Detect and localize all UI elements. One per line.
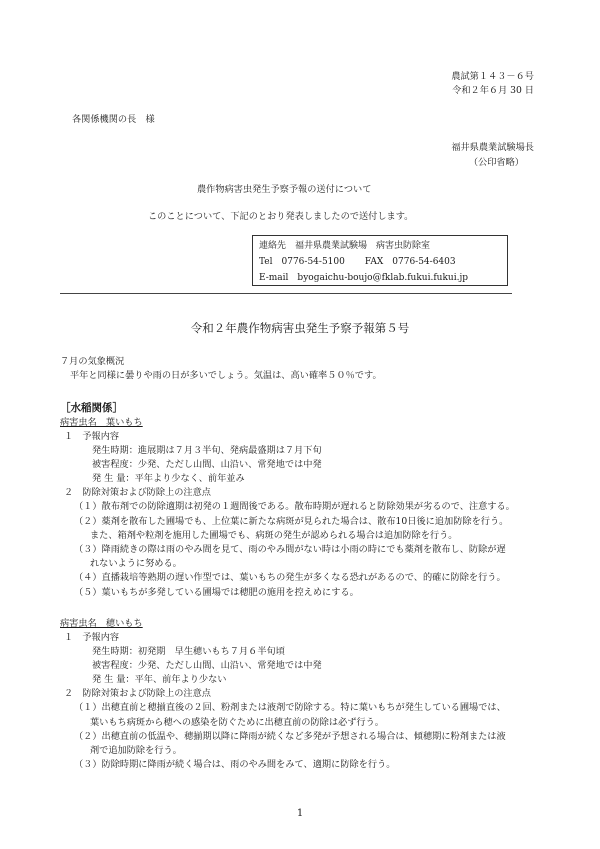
control-line: （２）出穂直前の低温や、穂揃期以降に降雨が続くなど多発が予想される場合は、傾穂期に粉剤または液 <box>74 731 506 742</box>
sender: 福井県農業試験場長 <box>451 142 534 153</box>
pest-name: 病害虫名 葉いもち <box>60 417 143 428</box>
contact-fax: FAX 0776-54-6403 <box>364 257 456 267</box>
page-number: 1 <box>296 808 304 819</box>
control-line: （３）降雨続きの際は雨のやみ間を見て、雨のやみ間がない時は小雨の時にでも薬剤を散布し、防除が遅 <box>74 544 506 555</box>
contact-tel: Tel 0776-54-5100 <box>259 257 345 267</box>
weather-text: 平年と同様に曇りや雨の日が多いでしょう。気温は、高い確率５０％です。 <box>70 370 382 381</box>
forecast-line: 発生時期：進展期は７月３半旬、発病最盛期は７月下旬 <box>92 445 322 456</box>
intro-text: このことについて、下記のとおり発表しましたので送付します。 <box>148 211 414 222</box>
contact-phone-fax <box>259 254 507 270</box>
forecast-line: 被害程度：少発、ただし山間、山沿い、常発地では中発 <box>92 660 322 671</box>
subject: 農作物病害虫発生予察予報の送付について <box>197 184 372 195</box>
forecast-line: 発 生 量：平年、前年より少ない <box>92 674 227 685</box>
forecast-heading: １ 予報内容 <box>64 632 120 643</box>
document-number: 農試第１４３－６号 <box>451 71 534 82</box>
control-line: （１）出穂直前と穂揃直後の２回、粉剤または液剤で防除する。特に葉いもちが発生している圃場では、 <box>74 702 506 713</box>
seal-note: （公印省略） <box>468 157 524 168</box>
control-line: （２）薬剤を散布した圃場でも、上位葉に新たな病斑が見られた場合は、散布10日後に追加防除を行う。 <box>74 516 509 527</box>
control-line: れないように努める。 <box>90 558 182 569</box>
report-title: 令和２年農作物病害虫発生予察予報第５号 <box>190 321 410 335</box>
control-line: （４）直播栽培等熟期の遅い作型では、葉いもちの発生が多くなる恐れがあるので、的確に防除を行う。 <box>74 572 506 583</box>
control-heading: ２ 防除対策および防除上の注意点 <box>64 487 211 498</box>
forecast-line: 発生時期：初発期 早生穂いもち７月６半旬頃 <box>92 646 285 657</box>
contact-email: E-mail byogaichu-boujo@fklab.fukui.fukui.jp <box>259 273 468 283</box>
forecast-line: 発 生 量：平年より少なく、前年並み <box>92 473 245 484</box>
section-heading: ［水稲関係］ <box>60 402 123 414</box>
weather-heading: ７月の気象概況 <box>60 356 125 367</box>
forecast-heading: １ 予報内容 <box>64 431 120 442</box>
contact-box <box>252 235 508 286</box>
control-line: 剤で追加防除を行う。 <box>90 745 182 756</box>
control-heading: ２ 防除対策および防除上の注意点 <box>64 688 211 699</box>
divider <box>60 293 512 294</box>
contact-org: 連絡先 福井県農業試験場 病害虫防除室 <box>259 241 431 251</box>
control-line: （５）葉いもちが多発している圃場では穂肥の施用を控えめにする。 <box>74 587 359 598</box>
recipient: 各関係機関の長 様 <box>72 114 155 125</box>
control-line: また、箱剤や粒剤を施用した圃場でも、病斑の発生が認められる場合は追加防除を行う。 <box>90 530 458 541</box>
forecast-line: 被害程度：少発、ただし山間、山沿い、常発地では中発 <box>92 459 322 470</box>
pest-name: 病害虫名 穂いもち <box>60 618 143 629</box>
control-line: （１）散布剤での防除適期は初発の１週間後である。散布時期が遅れると防除効果が劣るので、注意する。 <box>74 501 515 512</box>
control-line: （３）防除時期に降雨が続く場合は、雨のやみ間をみて、適期に防除を行う。 <box>74 759 396 770</box>
document-date: 令和２年６月 30 日 <box>452 85 534 96</box>
control-line: 葉いもち病斑から穂への感染を防ぐために出穂直前の防除は必ず行う。 <box>90 717 384 728</box>
